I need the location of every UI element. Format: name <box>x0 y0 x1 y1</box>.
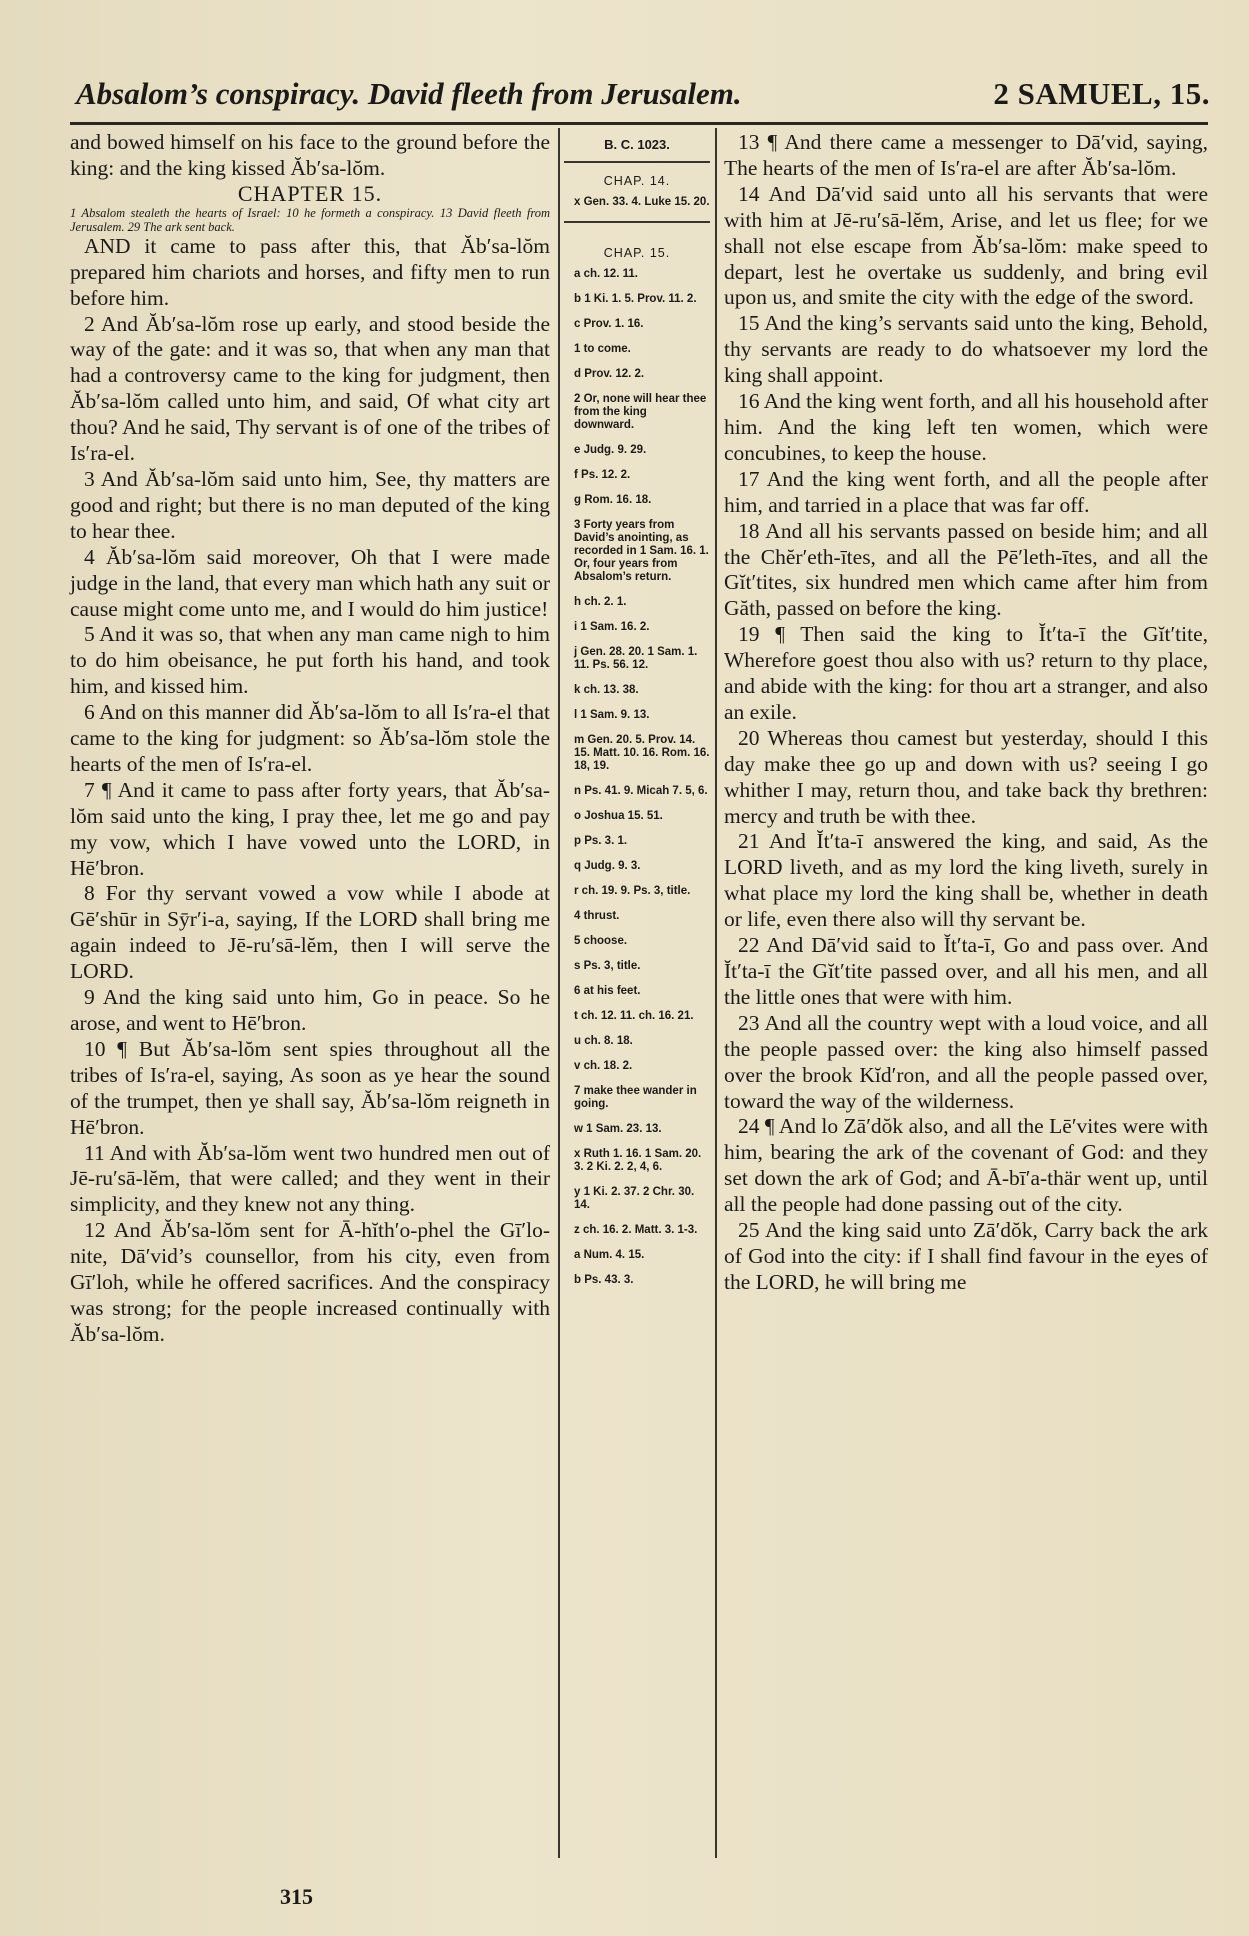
running-header <box>70 76 1210 120</box>
margin-note: c Prov. 1. 16. <box>574 318 644 330</box>
verse: 12 And Ăb′sa-lŏm sent for Ā-hĭth′o-phel the Gī′lo-nite, Dā′vid’s counsellor, from his city, even from Gī′loh, while he offered sacrifices. And the conspiracy was strong; for the people increased continually with Ăb′sa-lŏm. <box>70 1218 550 1346</box>
margin-divider <box>564 161 710 163</box>
margin-note: x Ruth 1. 16. 1 Sam. 20. 3. 2 Ki. 2. 2, 4, 6. <box>574 1148 702 1173</box>
margin-note: 4 thrust. <box>574 910 620 922</box>
margin-chap14-heading: CHAP. 14. <box>603 174 671 188</box>
margin-note: f Ps. 12. 2. <box>574 469 631 481</box>
margin-divider <box>564 221 710 223</box>
verse: 25 And the king said unto Zā′dŏk, Carry back the ark of God into the city: if I shall find favour in the eyes of the LORD, he will bring me <box>724 1218 1208 1294</box>
verse: 11 And with Ăb′sa-lŏm went two hundred men out of Jē-ru′sā-lĕm, that were called; and they went in their simplicity, and they knew not any thing. <box>70 1140 550 1217</box>
verse: 23 And all the country wept with a loud voice, and all the people passed over: the king also himself passed over the brook Kĭd′ron, and all the people passed over, toward the way of the wilderness. <box>724 1010 1208 1113</box>
margin-note: x Gen. 33. 4. Luke 15. 20. <box>574 196 710 208</box>
margin-chap15-heading: CHAP. 15. <box>603 246 671 260</box>
margin-note: b 1 Ki. 1. 5. Prov. 11. 2. <box>574 293 697 305</box>
margin-note: m Gen. 20. 5. Prov. 14. 15. Matt. 10. 16. Rom. 16. 18, 19. <box>574 734 710 772</box>
verse: 20 Whereas thou camest but yesterday, should I this day make thee go up and down with us? seeing I go whither I may, return thou, and take back thy brethren: mercy and truth be with thee. <box>724 725 1208 828</box>
margin-note: a Num. 4. 15. <box>574 1249 645 1261</box>
margin-note: r ch. 19. 9. Ps. 3, title. <box>574 885 691 897</box>
continuation-text: and bowed himself on his face to the ground before the king: and the king kissed Ăb′sa-lŏm. <box>70 130 550 180</box>
margin-notes-list <box>564 268 710 1287</box>
verse: 22 And Dā′vid said to Ĭt′ta-ī, Go and pass over. And Ĭt′ta-ī the Gĭt′tite passed over, and all his men, and all the little ones that were with him. <box>724 933 1208 1009</box>
verse: 17 And the king went forth, and all the people after him, and tarried in a place that was far off. <box>724 466 1208 517</box>
margin-note: k ch. 13. 38. <box>574 684 639 696</box>
page-number: 315 <box>280 1884 313 1909</box>
margin-note: t ch. 12. 11. ch. 16. 21. <box>574 1010 694 1022</box>
verse: 4 Ăb′sa-lŏm said moreover, Oh that I were made judge in the land, that every man which hath any suit or cause might come unto me, and I would do him justice! <box>70 544 550 621</box>
right-verses <box>724 130 1208 1296</box>
verse: 5 And it was so, that when any man came nigh to him to do him obeisance, he put forth his hand, and took him, and kissed him. <box>70 622 550 699</box>
margin-note: h ch. 2. 1. <box>574 596 627 608</box>
verse: 6 And on this manner did Ăb′sa-lŏm to all Is′ra-el that came to the king for judgment: so Ăb′sa-lŏm stole the hearts of the men of Is′ra-el. <box>70 700 550 776</box>
verse: 9 And the king said unto him, Go in peace. So he arose, and went to Hē′bron. <box>70 985 550 1035</box>
verse: 16 And the king went forth, and all his household after him. And the king left ten women, which were concubines, to keep the house. <box>724 389 1208 465</box>
margin-note: y 1 Ki. 2. 37. 2 Chr. 30. 14. <box>574 1186 695 1211</box>
chapter-summary: 1 Absalom stealeth the hearts of Israel: 10 he formeth a conspiracy. 13 David fleeth from Jerusalem. 29 The ark sent back. <box>70 205 550 234</box>
header-rule <box>70 122 1208 125</box>
chapter-heading: CHAPTER 15. <box>237 180 383 206</box>
margin-note: 5 choose. <box>574 935 628 947</box>
verse: 8 For thy servant vowed a vow while I abode at Gē′shūr in Sȳr′i-a, saying, If the LORD shall bring me again indeed to Jē-ru′sā-lĕm, then I will serve the LORD. <box>70 881 550 984</box>
margin-note: o Joshua 15. 51. <box>574 810 663 822</box>
margin-note: w 1 Sam. 23. 13. <box>574 1123 662 1135</box>
column-divider-right <box>715 128 717 1858</box>
verse: 18 And all his servants passed on beside him; and all the Chĕr′eth-ītes, and all the Pē′leth-ītes, and all the Gĭt′tites, six hundred men which came after him from Găth, passed on before the king. <box>724 518 1208 621</box>
left-text-column <box>70 130 550 1348</box>
margin-note: a ch. 12. 11. <box>574 268 638 280</box>
margin-references <box>564 134 710 1299</box>
verse: 24 ¶ And lo Zā′dŏk also, and all the Lē′vites were with him, bearing the ark of the covenant of God: and they set down the ark of God; and Ā-bī′a-thär went up, until all the people had done passing out of the city. <box>724 1114 1208 1217</box>
margin-note: 1 to come. <box>574 343 631 355</box>
margin-note: g Rom. 16. 18. <box>574 494 652 506</box>
verse: 13 ¶ And there came a messenger to Dā′vid, saying, The hearts of the men of Is′ra-el are after Ăb′sa-lŏm. <box>724 130 1208 180</box>
margin-note: n Ps. 41. 9. Micah 7. 5, 6. <box>574 785 708 797</box>
margin-note: 2 Or, none will hear thee from the king downward. <box>574 393 707 431</box>
verse: 14 And Dā′vid said unto all his servants that were with him at Jē-ru′sā-lĕm, Arise, and let us flee; for we shall not else escape from Ăb′sa-lŏm: make speed to depart, lest he overtake us suddenly, and bring evil upon us, and smite the city with the edge of the sword. <box>724 181 1208 310</box>
right-text-column <box>724 130 1208 1296</box>
header-title: Absalom’s conspiracy. David fleeth from Jerusalem. <box>76 76 742 111</box>
left-verses <box>70 234 550 1348</box>
margin-note: z ch. 16. 2. Matt. 3. 1-3. <box>574 1224 698 1236</box>
margin-note: b Ps. 43. 3. <box>574 1274 634 1286</box>
margin-note: e Judg. 9. 29. <box>574 444 647 456</box>
verse: 2 And Ăb′sa-lŏm rose up early, and stood beside the way of the gate: and it was so, that when any man that had a controversy came to the king for judgment, then Ăb′sa-lŏm called unto him, and said, Of what city art thou? And he said, Thy servant is of one of the tribes of Is′ra-el. <box>70 311 550 466</box>
margin-note: d Prov. 12. 2. <box>574 368 645 380</box>
verse: 19 ¶ Then said the king to Ĭt′ta-ī the Gĭt′tite, Wherefore goest thou also with us? return to thy place, and abide with the king: for thou art a stranger, and also an exile. <box>724 622 1208 724</box>
column-divider-left <box>558 128 560 1858</box>
margin-date: B. C. 1023. <box>604 137 670 152</box>
margin-note: j Gen. 28. 20. 1 Sam. 1. 11. Ps. 56. 12. <box>574 646 698 671</box>
margin-note: s Ps. 3, title. <box>574 960 641 972</box>
verse: 10 ¶ But Ăb′sa-lŏm sent spies throughout all the tribes of Is′ra-el, saying, As soon as ye hear the sound of the trumpet, then ye shall say, Ăb′sa-lŏm reigneth in Hē′bron. <box>70 1036 550 1139</box>
verse: 7 ¶ And it came to pass after forty years, that Ăb′sa-lŏm said unto the king, I pray thee, let me go and pay my vow, which I have vowed unto the LORD, in Hē′bron. <box>70 777 550 880</box>
verse: 21 And Ĭt′ta-ī answered the king, and said, As the LORD liveth, and as my lord the king liveth, surely in what place my lord the king shall be, whether in death or life, even there also will thy servant be. <box>724 829 1208 932</box>
margin-note: q Judg. 9. 3. <box>574 860 641 872</box>
verse: AND it came to pass after this, that Ăb′sa-lŏm prepared him chariots and horses, and fifty men to run before him. <box>70 233 550 310</box>
header-book-chapter: 2 SAMUEL, 15. <box>993 76 1210 111</box>
margin-note: i 1 Sam. 16. 2. <box>574 621 650 633</box>
margin-chap14-notes <box>564 196 710 209</box>
margin-note: u ch. 8. 18. <box>574 1035 633 1047</box>
margin-note: p Ps. 3. 1. <box>574 835 628 847</box>
margin-note: 3 Forty years from David’s anointing, as recorded in 1 Sam. 16. 1. Or, four years from Absalom’s return. <box>574 519 709 583</box>
margin-note: 7 make thee wander in going. <box>574 1085 697 1110</box>
margin-note: l 1 Sam. 9. 13. <box>574 709 650 721</box>
margin-note: 6 at his feet. <box>574 985 641 997</box>
margin-note: v ch. 18. 2. <box>574 1060 633 1072</box>
verse: 3 And Ăb′sa-lŏm said unto him, See, thy matters are good and right; but there is no man deputed of the king to hear thee. <box>70 466 550 543</box>
verse: 15 And the king’s servants said unto the king, Behold, thy servants are ready to do whatsoever my lord the king shall appoint. <box>724 311 1208 388</box>
